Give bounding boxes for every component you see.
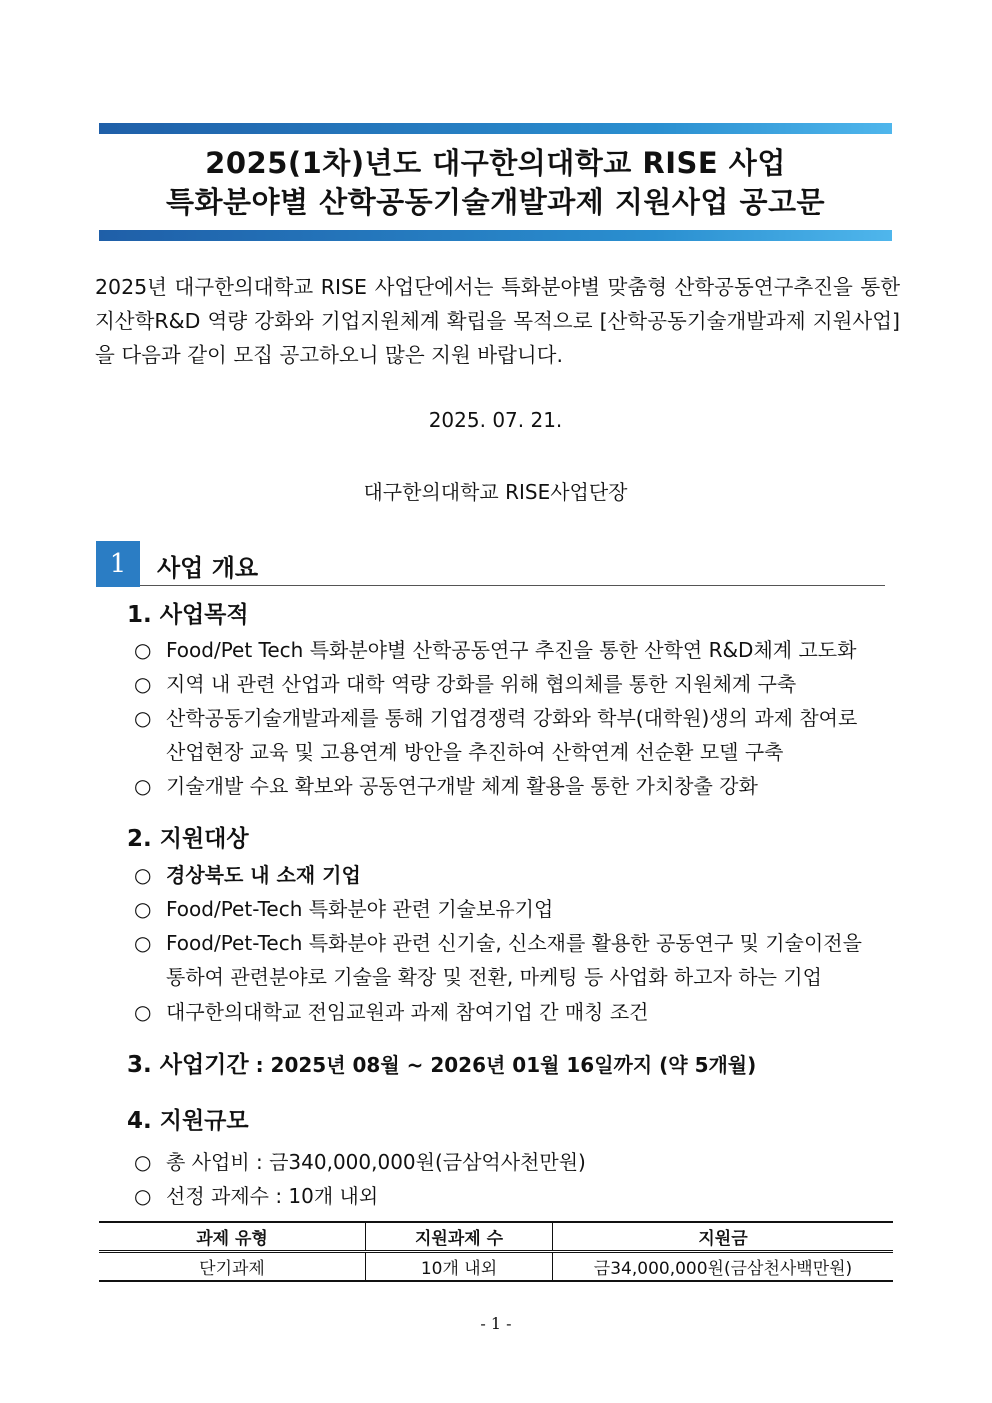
purpose-item-4: ○ 기술개발 수요 확보와 공동연구개발 체계 활용을 통한 가치창출 강화 <box>134 769 904 803</box>
header-task-type: 과제 유형 <box>99 1222 366 1252</box>
bullet-marker: ○ <box>134 931 152 955</box>
purpose-item-1: ○ Food/Pet Tech 특화분야별 산학공동연구 추진을 통한 산학연 R&D체계 고도화 <box>134 633 904 667</box>
target-item-1: ○ 경상북도 내 소재 기업 <box>134 858 904 892</box>
bullet-marker: ○ <box>134 863 152 887</box>
target-item-4: ○ 대구한의대학교 전임교원과 과제 참여기업 간 매칭 조건 <box>134 995 904 1029</box>
target-heading: 2. 지원대상 <box>127 826 249 852</box>
intro-paragraph: 2025년 대구한의대학교 RISE 사업단에서는 특화분야별 맞춤형 산학공동연구추진을 통한 지산학R&D 역량 강화와 기업지원체계 확립을 목적으로 [산학공동기술개발과제 지원사업]을 다음과 같이 모집 공고하오니 많은 지원 바랍니다. <box>95 275 900 367</box>
bullet-marker: ○ <box>134 774 152 798</box>
bullet-marker: ○ <box>134 638 152 662</box>
table-row <box>99 1252 893 1282</box>
bullet-marker: ○ <box>134 897 152 921</box>
announcement-date: 2025. 07. 21. <box>428 408 563 432</box>
header-task-count: 지원과제 수 <box>366 1222 553 1252</box>
bullet-marker: ○ <box>134 1184 152 1208</box>
purpose-heading: 1. 사업목적 <box>127 602 249 628</box>
target-item-2: ○ Food/Pet-Tech 특화분야 관련 기술보유기업 <box>134 892 904 926</box>
period-value: : 2025년 08월 ~ 2026년 01월 16일까지 (약 5개월) <box>248 1053 757 1077</box>
title-line-1: 2025(1차)년도 대구한의대학교 RISE 사업 <box>205 146 786 180</box>
scale-item-2: ○ 선정 과제수 : 10개 내외 <box>134 1179 904 1213</box>
bullet-marker: ○ <box>134 672 152 696</box>
table-header-row <box>99 1222 893 1252</box>
page-number: - 1 - <box>480 1314 512 1333</box>
purpose-item-2: ○ 지역 내 관련 산업과 대학 역량 강화를 위해 협의체를 통한 지원체계 구축 <box>134 667 904 701</box>
bottom-rule <box>99 230 892 241</box>
section-underline <box>140 585 885 586</box>
scale-item-1: ○ 총 사업비 : 금340,000,000원(금삼억사천만원) <box>134 1145 904 1179</box>
support-table <box>99 1221 893 1282</box>
section-title: 사업 개요 <box>157 554 259 582</box>
bullet-marker: ○ <box>134 706 152 730</box>
top-rule <box>99 123 892 134</box>
header-grant: 지원금 <box>553 1222 894 1252</box>
bullet-marker: ○ <box>134 1000 152 1024</box>
section-number-badge: 1 <box>96 541 140 587</box>
cell-task-count: 10개 내외 <box>366 1252 553 1282</box>
title-line-2: 특화분야별 산학공동기술개발과제 지원사업 공고문 <box>165 185 826 219</box>
bullet-marker: ○ <box>134 1150 152 1174</box>
scale-heading: 4. 지원규모 <box>127 1108 249 1134</box>
purpose-item-3: ○ 산학공동기술개발과제를 통해 기업경쟁력 강화와 학부(대학원)생의 과제 참여로 산업현장 교육 및 고용연계 방안을 추진하여 산학연계 선순환 모델 구축 <box>134 701 904 769</box>
cell-grant: 금34,000,000원(금삼천사백만원) <box>553 1252 894 1282</box>
period-heading: 3. 사업기간 : 2025년 08월 ~ 2026년 01월 16일까지 (약 5개월) <box>127 1052 757 1078</box>
issuer: 대구한의대학교 RISE사업단장 <box>363 480 628 504</box>
target-item-3: ○ Food/Pet-Tech 특화분야 관련 신기술, 신소재를 활용한 공동연구 및 기술이전을 통하여 관련분야로 기술을 확장 및 전환, 마케팅 등 사업화 하고자 하는 기업 <box>134 926 904 994</box>
cell-task-type: 단기과제 <box>99 1252 366 1282</box>
